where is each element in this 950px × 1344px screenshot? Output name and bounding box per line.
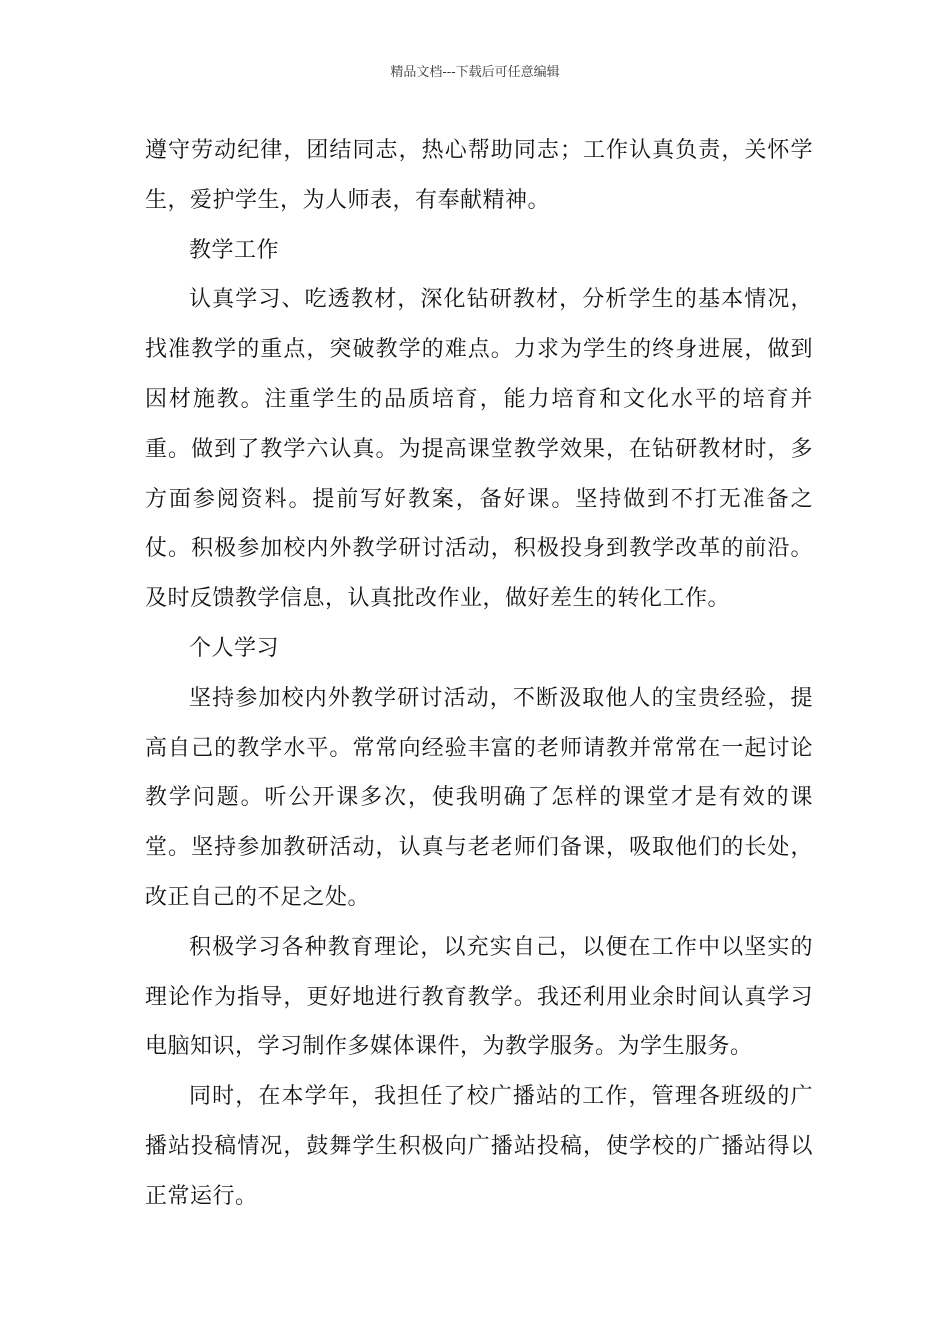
paragraph-broadcast-station: 同时，在本学年，我担任了校广播站的工作，管理各班级的广播站投稿情况，鼓舞学生积极向广播站投稿，使学校的广播站得以正常运行。 xyxy=(145,1084,813,1209)
section-heading-teaching: 教学工作 xyxy=(189,237,280,263)
paragraph-personal-study: 坚持参加校内外教学研讨活动，不断汲取他人的宝贵经验，提高自己的教学水平。常常向经验丰富的老师请教并常常在一起讨论教学问题。听公开课多次，使我明确了怎样的课堂才是有效的课堂。坚持参加教研活动，认真与老老师们备课，吸取他们的长处，改正自己的不足之处。 xyxy=(145,685,813,910)
paragraph-theory-study: 积极学习各种教育理论，以充实自己，以便在工作中以坚实的理论作为指导，更好地进行教育教学。我还利用业余时间认真学习电脑知识，学习制作多媒体课件，为教学服务。为学生服务。 xyxy=(145,934,813,1060)
page-header: 精品文档---下载后可任意编辑 xyxy=(390,65,560,80)
document-body xyxy=(145,126,813,1222)
paragraph-teaching: 认真学习、吃透教材，深化钻研教材，分析学生的基本情况，找准教学的重点，突破教学的难点。力求为学生的终身进展，做到因材施教。注重学生的品质培育，能力培育和文化水平的培育并重。做到了教学六认真。为提高课堂教学效果，在钻研教材时，多方面参阅资料。提前写好教案，备好课。坚持做到不打无准备之仗。积极参加校内外教学研讨活动，积极投身到教学改革的前沿。及时反馈教学信息，认真批改作业，做好差生的转化工作。 xyxy=(145,287,813,612)
paragraph-work-attitude: 遵守劳动纪律，团结同志，热心帮助同志；工作认真负责，关怀学生，爱护学生，为人师表，有奉献精神。 xyxy=(145,138,813,213)
section-heading-personal-study: 个人学习 xyxy=(189,635,280,661)
